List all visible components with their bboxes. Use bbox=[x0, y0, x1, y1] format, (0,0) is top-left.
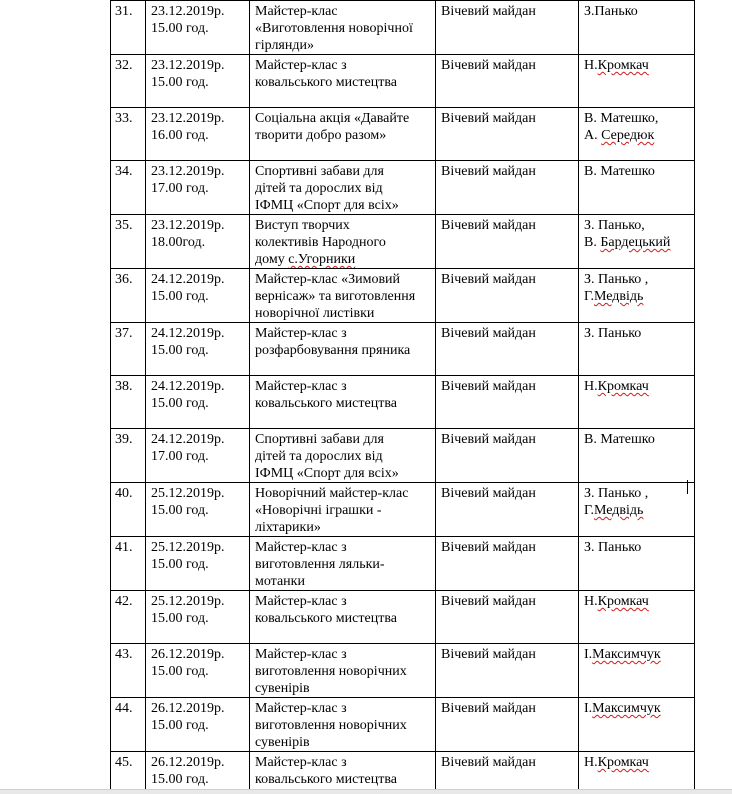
spellcheck-flag: Бардецький bbox=[600, 235, 671, 250]
schedule-table-body bbox=[111, 1, 695, 792]
window-bottom-edge bbox=[0, 789, 732, 794]
table-row bbox=[111, 698, 695, 752]
responsible-person: Н.Кромкач bbox=[584, 594, 649, 609]
spellcheck-flag: с.Угорники bbox=[288, 252, 356, 267]
event-date: 25.12.2019р. bbox=[151, 486, 225, 501]
date-time-cell[interactable] bbox=[146, 698, 250, 752]
row-number[interactable]: 32. bbox=[111, 55, 146, 108]
event-time: 15.00 год. bbox=[151, 611, 209, 626]
responsible-cell[interactable] bbox=[579, 1, 695, 55]
event-date: 24.12.2019р. bbox=[151, 432, 225, 447]
event-description: Майстер-клас «Зимовий вернісаж» та виготовлення новорічної листівки bbox=[255, 272, 416, 321]
responsible-cell[interactable] bbox=[579, 108, 695, 161]
date-time-cell[interactable] bbox=[146, 429, 250, 483]
event-description: Майстер-клас з ковальського мистецтва bbox=[255, 755, 397, 787]
table-row bbox=[111, 752, 695, 792]
place-cell[interactable]: Вічевий майдан bbox=[436, 269, 579, 323]
responsible-cell[interactable] bbox=[579, 591, 695, 644]
event-time: 15.00 год. bbox=[151, 772, 209, 787]
date-time-cell[interactable] bbox=[146, 644, 250, 698]
table-row bbox=[111, 108, 695, 161]
event-description: Майстер-клас з виготовлення новорічних сувенірів bbox=[255, 701, 407, 750]
event-date: 23.12.2019р. bbox=[151, 111, 225, 126]
table-row bbox=[111, 1, 695, 55]
date-time-cell[interactable] bbox=[146, 752, 250, 792]
responsible-person: А. Середюк bbox=[584, 128, 655, 143]
date-time-cell[interactable] bbox=[146, 376, 250, 429]
event-date: 23.12.2019р. bbox=[151, 58, 225, 73]
responsible-person: З.Панько bbox=[584, 4, 638, 19]
responsible-person: В. Матешко, bbox=[584, 111, 659, 126]
event-cell[interactable] bbox=[250, 108, 436, 161]
event-cell[interactable] bbox=[250, 752, 436, 792]
date-time-cell[interactable] bbox=[146, 1, 250, 55]
date-time-cell[interactable] bbox=[146, 55, 250, 108]
event-cell[interactable] bbox=[250, 429, 436, 483]
table-row bbox=[111, 323, 695, 376]
date-time-cell[interactable] bbox=[146, 215, 250, 269]
event-time: 15.00 год. bbox=[151, 396, 209, 411]
event-time: 15.00 год. bbox=[151, 557, 209, 572]
responsible-person: З. Панько , bbox=[584, 272, 649, 287]
event-time: 15.00 год. bbox=[151, 289, 209, 304]
date-time-cell[interactable] bbox=[146, 269, 250, 323]
table-row bbox=[111, 644, 695, 698]
responsible-cell[interactable] bbox=[579, 161, 695, 215]
responsible-cell[interactable] bbox=[579, 537, 695, 591]
event-date: 23.12.2019р. bbox=[151, 218, 225, 233]
responsible-cell[interactable] bbox=[579, 483, 695, 537]
event-description: Майстер-клас з розфарбовування пряника bbox=[255, 326, 411, 358]
spellcheck-flag: Кромкач bbox=[597, 755, 649, 770]
event-time: 17.00 год. bbox=[151, 449, 209, 464]
row-number[interactable]: 44. bbox=[111, 698, 146, 752]
event-description: Майстер-клас з виготовлення ляльки- мотанки bbox=[255, 540, 385, 589]
date-time-cell[interactable] bbox=[146, 323, 250, 376]
place-cell[interactable]: Вічевий майдан bbox=[436, 108, 579, 161]
table-row bbox=[111, 215, 695, 269]
table-row bbox=[111, 376, 695, 429]
responsible-cell[interactable] bbox=[579, 429, 695, 483]
event-cell[interactable] bbox=[250, 591, 436, 644]
responsible-person: З. Панько bbox=[584, 326, 642, 341]
responsible-person: І.Максимчук bbox=[584, 647, 661, 662]
row-number[interactable]: 41. bbox=[111, 537, 146, 591]
responsible-cell[interactable] bbox=[579, 215, 695, 269]
event-cell[interactable] bbox=[250, 215, 436, 269]
responsible-cell[interactable] bbox=[579, 323, 695, 376]
table-row bbox=[111, 591, 695, 644]
responsible-cell[interactable] bbox=[579, 376, 695, 429]
event-cell[interactable] bbox=[250, 537, 436, 591]
event-description: Майстер-клас «Виготовлення новорічної гірлянди» bbox=[255, 4, 413, 53]
responsible-cell[interactable] bbox=[579, 698, 695, 752]
event-cell[interactable] bbox=[250, 323, 436, 376]
row-number[interactable]: 35. bbox=[111, 215, 146, 269]
spellcheck-flag: Максимчук bbox=[592, 701, 661, 716]
place-cell[interactable]: Вічевий майдан bbox=[436, 698, 579, 752]
place-cell[interactable]: Вічевий майдан bbox=[436, 55, 579, 108]
event-time: 15.00 год. bbox=[151, 664, 209, 679]
place-cell[interactable]: Вічевий майдан bbox=[436, 161, 579, 215]
event-time: 15.00 год. bbox=[151, 21, 209, 36]
place-cell[interactable]: Вічевий майдан bbox=[436, 376, 579, 429]
event-description: Майстер-клас з ковальського мистецтва bbox=[255, 594, 397, 626]
spellcheck-flag: Кромкач bbox=[597, 58, 649, 73]
date-time-cell[interactable] bbox=[146, 483, 250, 537]
responsible-person: В. Бардецький bbox=[584, 235, 671, 250]
responsible-cell[interactable] bbox=[579, 55, 695, 108]
event-time: 15.00 год. bbox=[151, 718, 209, 733]
row-number[interactable]: 42. bbox=[111, 591, 146, 644]
responsible-person: Н.Кромкач bbox=[584, 58, 649, 73]
place-cell[interactable]: Вічевий майдан bbox=[436, 537, 579, 591]
responsible-person: З. Панько , bbox=[584, 486, 649, 501]
place-cell[interactable]: Вічевий майдан bbox=[436, 752, 579, 792]
event-date: 23.12.2019р. bbox=[151, 164, 225, 179]
row-number[interactable]: 37. bbox=[111, 323, 146, 376]
event-time: 15.00 год. bbox=[151, 343, 209, 358]
row-number[interactable]: 33. bbox=[111, 108, 146, 161]
table-row bbox=[111, 537, 695, 591]
place-cell[interactable]: Вічевий майдан bbox=[436, 644, 579, 698]
responsible-cell[interactable] bbox=[579, 752, 695, 792]
place-cell[interactable]: Вічевий майдан bbox=[436, 1, 579, 55]
event-description: Соціальна акція «Давайте творити добро разом» bbox=[255, 111, 410, 143]
event-description: Майстер-клас з ковальського мистецтва bbox=[255, 58, 397, 90]
row-number[interactable]: 36. bbox=[111, 269, 146, 323]
date-time-cell[interactable] bbox=[146, 108, 250, 161]
spellcheck-flag: Середюк bbox=[601, 128, 655, 143]
event-cell[interactable] bbox=[250, 376, 436, 429]
event-cell[interactable] bbox=[250, 698, 436, 752]
event-date: 25.12.2019р. bbox=[151, 540, 225, 555]
place-cell[interactable]: Вічевий майдан bbox=[436, 215, 579, 269]
event-date: 23.12.2019р. bbox=[151, 4, 225, 19]
date-time-cell[interactable] bbox=[146, 591, 250, 644]
row-number[interactable]: 38. bbox=[111, 376, 146, 429]
schedule-table bbox=[110, 0, 695, 792]
event-date: 26.12.2019р. bbox=[151, 701, 225, 716]
event-description: Майстер-клас з виготовлення новорічних сувенірів bbox=[255, 647, 407, 696]
responsible-person: В. Матешко bbox=[584, 432, 655, 447]
place-cell[interactable]: Вічевий майдан bbox=[436, 483, 579, 537]
responsible-cell[interactable] bbox=[579, 269, 695, 323]
date-time-cell[interactable] bbox=[146, 161, 250, 215]
event-date: 25.12.2019р. bbox=[151, 594, 225, 609]
spellcheck-flag: Кромкач bbox=[597, 594, 649, 609]
row-number[interactable]: 43. bbox=[111, 644, 146, 698]
table-row bbox=[111, 55, 695, 108]
row-number[interactable]: 31. bbox=[111, 1, 146, 55]
place-cell[interactable]: Вічевий майдан bbox=[436, 429, 579, 483]
event-cell[interactable] bbox=[250, 55, 436, 108]
event-date: 24.12.2019р. bbox=[151, 326, 225, 341]
event-cell[interactable] bbox=[250, 483, 436, 537]
event-time: 17.00 год. bbox=[151, 181, 209, 196]
responsible-person: І.Максимчук bbox=[584, 701, 661, 716]
event-time: 15.00 год. bbox=[151, 503, 209, 518]
event-date: 26.12.2019р. bbox=[151, 755, 225, 770]
row-number[interactable]: 45. bbox=[111, 752, 146, 792]
event-description: Спортивні забави для дітей та дорослих від ІФМЦ «Спорт для всіх» bbox=[255, 164, 399, 213]
event-date: 24.12.2019р. bbox=[151, 379, 225, 394]
responsible-person: Н.Кромкач bbox=[584, 755, 649, 770]
row-number[interactable]: 40. bbox=[111, 483, 146, 537]
event-time: 18.00год. bbox=[151, 235, 206, 250]
event-cell[interactable] bbox=[250, 1, 436, 55]
responsible-cell[interactable] bbox=[579, 644, 695, 698]
event-description: Виступ творчих колективів Народного дому с.Угорники bbox=[255, 218, 386, 267]
spellcheck-flag: Кромкач bbox=[597, 379, 649, 394]
table-row bbox=[111, 429, 695, 483]
spellcheck-flag: Медвідь bbox=[594, 503, 644, 518]
event-description: Майстер-клас з ковальського мистецтва bbox=[255, 379, 397, 411]
event-time: 15.00 год. bbox=[151, 75, 209, 90]
event-cell[interactable] bbox=[250, 644, 436, 698]
spellcheck-flag: Медвідь bbox=[594, 289, 644, 304]
event-cell[interactable] bbox=[250, 161, 436, 215]
text-cursor bbox=[687, 480, 688, 494]
event-description: Новорічний майстер-клас «Новорічні іграшки - ліхтарики» bbox=[255, 486, 409, 535]
responsible-person: В. Матешко bbox=[584, 164, 655, 179]
table-row bbox=[111, 269, 695, 323]
table-row bbox=[111, 483, 695, 537]
spellcheck-flag: Максимчук bbox=[592, 647, 661, 662]
date-time-cell[interactable] bbox=[146, 537, 250, 591]
row-number[interactable]: 39. bbox=[111, 429, 146, 483]
responsible-person: Н.Кромкач bbox=[584, 379, 649, 394]
responsible-person: Г.Медвідь bbox=[584, 503, 644, 518]
responsible-person: З. Панько bbox=[584, 540, 642, 555]
responsible-person: Г.Медвідь bbox=[584, 289, 644, 304]
event-time: 16.00 год. bbox=[151, 128, 209, 143]
event-cell[interactable] bbox=[250, 269, 436, 323]
place-cell[interactable]: Вічевий майдан bbox=[436, 323, 579, 376]
event-date: 24.12.2019р. bbox=[151, 272, 225, 287]
place-cell[interactable]: Вічевий майдан bbox=[436, 591, 579, 644]
event-date: 26.12.2019р. bbox=[151, 647, 225, 662]
event-description: Спортивні забави для дітей та дорослих від ІФМЦ «Спорт для всіх» bbox=[255, 432, 399, 481]
table-row bbox=[111, 161, 695, 215]
responsible-person: З. Панько, bbox=[584, 218, 645, 233]
row-number[interactable]: 34. bbox=[111, 161, 146, 215]
